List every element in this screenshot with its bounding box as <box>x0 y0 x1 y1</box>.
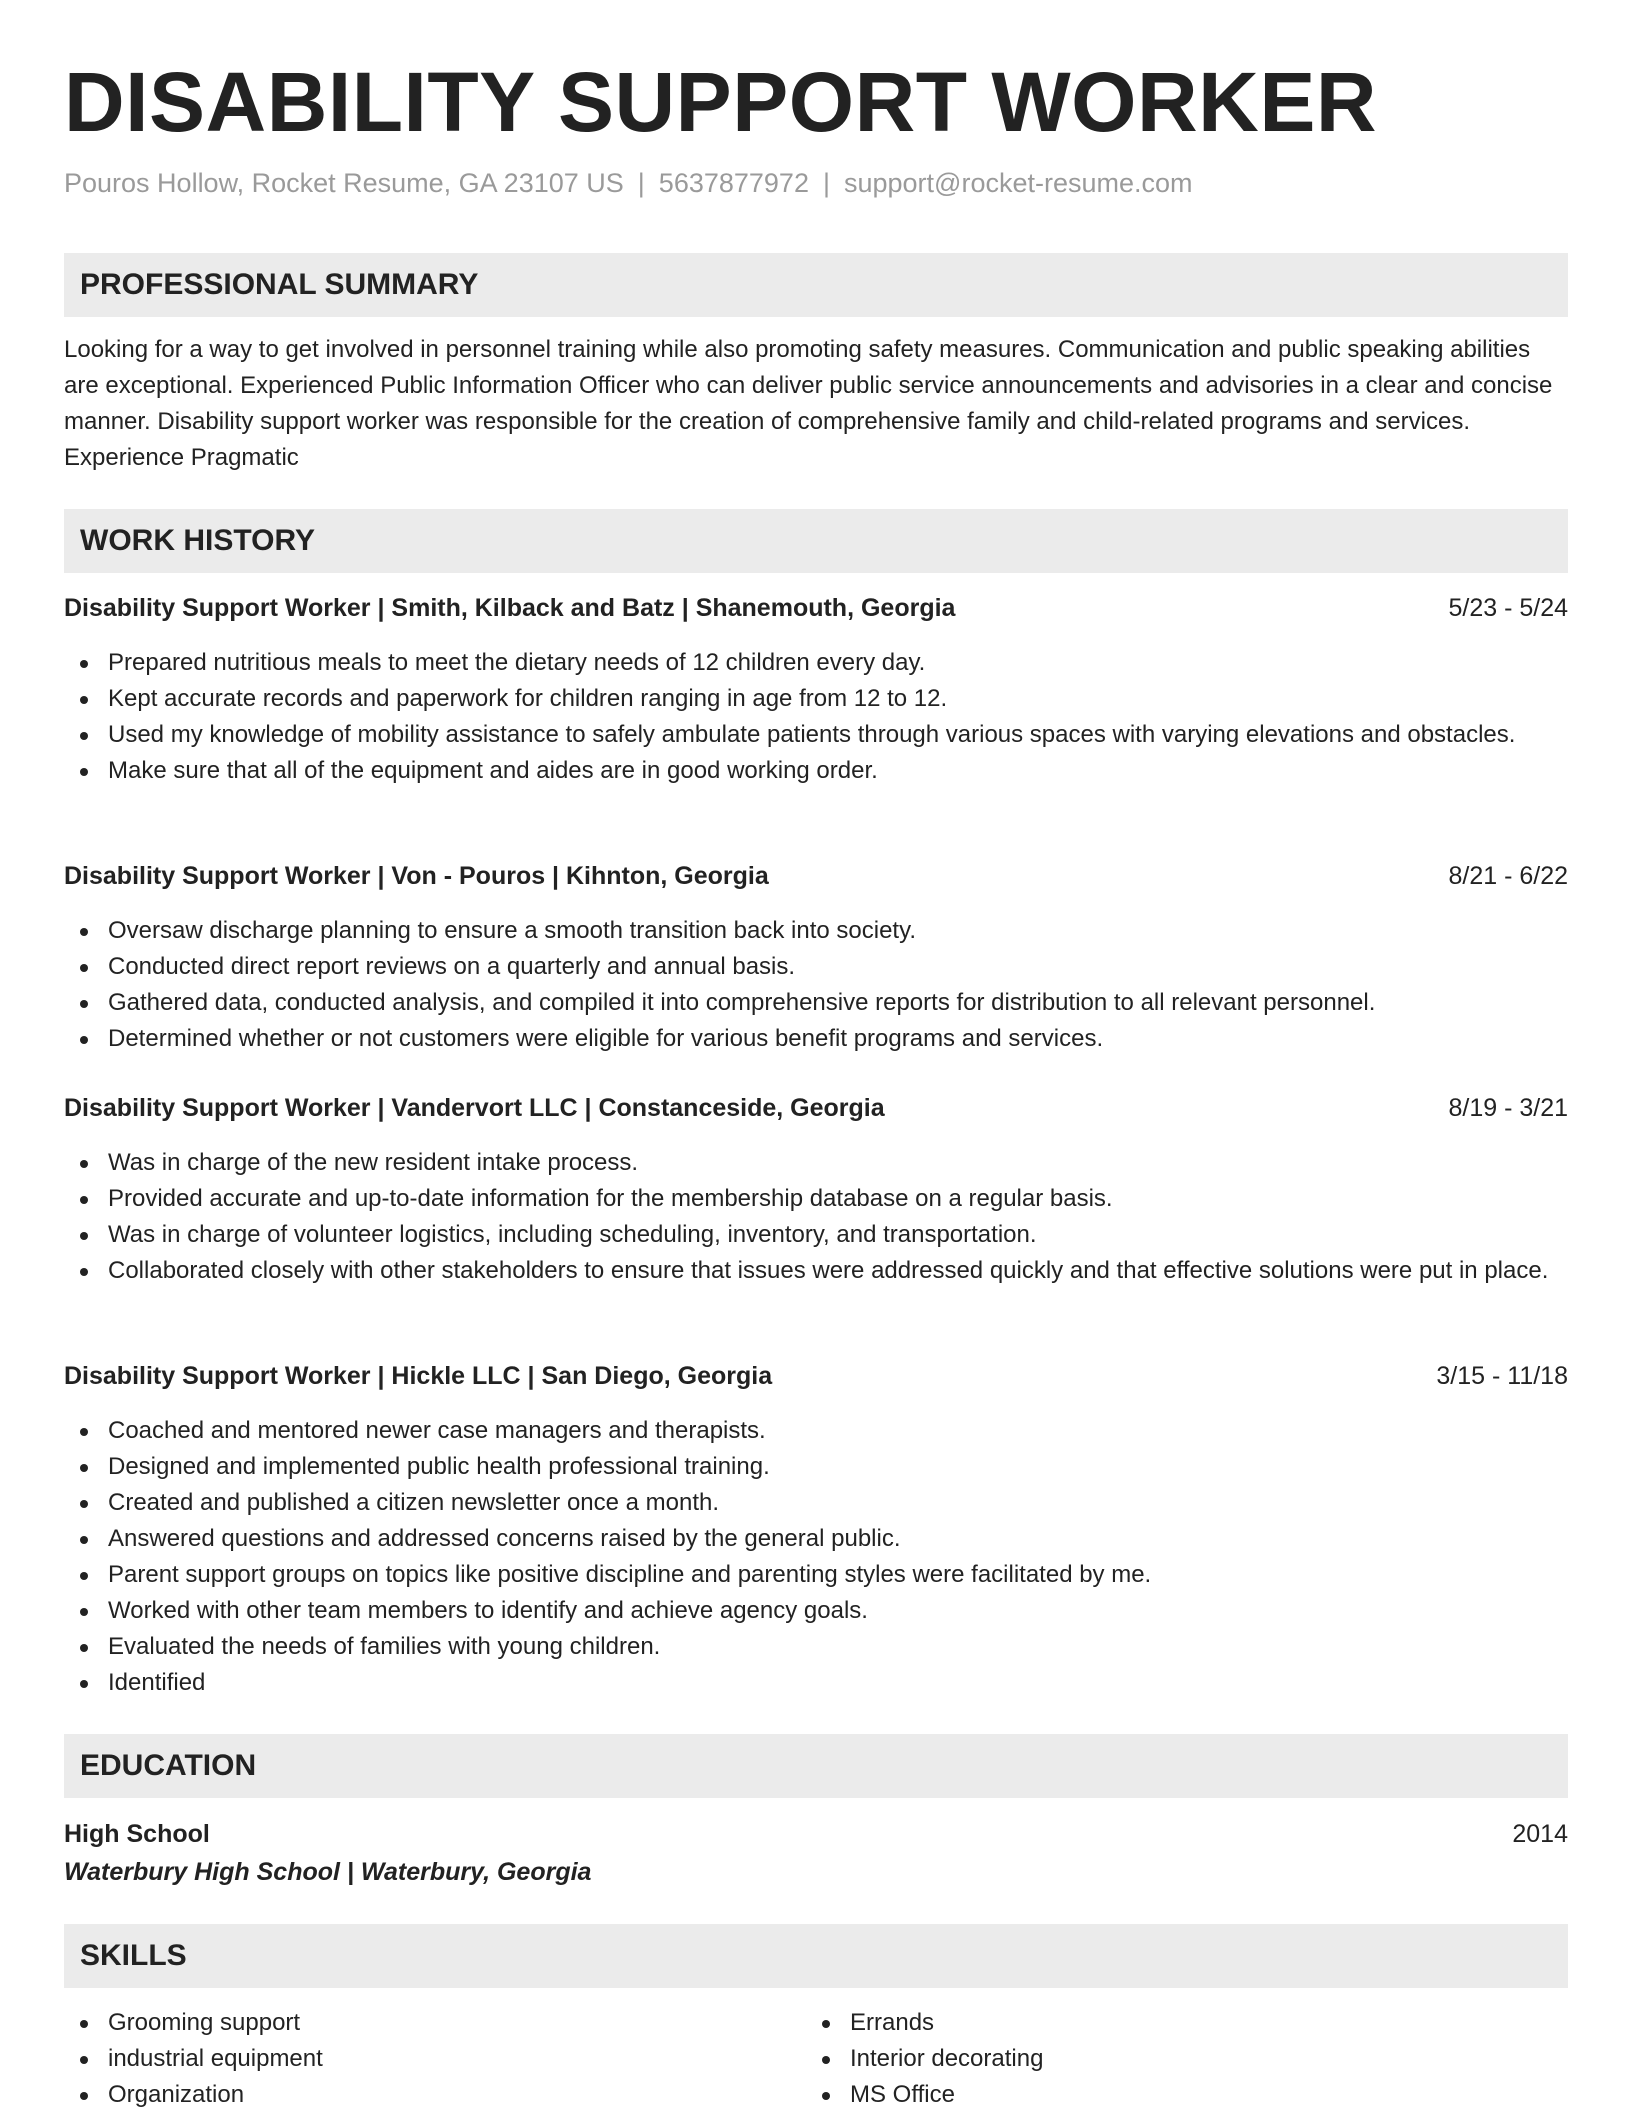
education-header <box>64 1816 1568 1852</box>
contact-email: support@rocket-resume.com <box>843 168 1193 198</box>
list-item: Conducted direct report reviews on a quarterly and annual basis. <box>64 949 1568 985</box>
list-item: Identified <box>64 1665 1568 1701</box>
contact-address: Pouros Hollow, Rocket Resume, GA 23107 US <box>64 168 624 198</box>
education-school: Waterbury High School | Waterbury, Georgia <box>64 1858 592 1886</box>
list-item: Provided accurate and up-to-date information for the membership database on a regular basis. <box>64 1181 1568 1217</box>
contact-separator: | <box>822 168 830 198</box>
job-title: Disability Support Worker | Smith, Kilback and Batz | Shanemouth, Georgia <box>64 594 956 622</box>
skill-item: Organization <box>64 2077 804 2113</box>
job-dates: 8/21 - 6/22 <box>1448 862 1568 890</box>
job-bullets <box>64 913 1568 1057</box>
job-bullets <box>64 1145 1568 1289</box>
list-item: Was in charge of volunteer logistics, including scheduling, inventory, and transportation. <box>64 1217 1568 1253</box>
skill-item: Interior decorating <box>806 2041 1546 2077</box>
job-header <box>64 858 1568 894</box>
job-dates: 8/19 - 3/21 <box>1448 1094 1568 1122</box>
job-bullets <box>64 645 1568 789</box>
list-item: Prepared nutritious meals to meet the dietary needs of 12 children every day. <box>64 645 1568 681</box>
list-item: Worked with other team members to identify and achieve agency goals. <box>64 1593 1568 1629</box>
job-dates: 3/15 - 11/18 <box>1436 1362 1568 1390</box>
job-bullets <box>64 1413 1568 1701</box>
section-heading-summary: PROFESSIONAL SUMMARY <box>64 253 1568 317</box>
skills-list-left <box>64 2005 804 2113</box>
job-header <box>64 1358 1568 1394</box>
education-year: 2014 <box>1512 1820 1568 1848</box>
summary-text: Looking for a way to get involved in personnel training while also promoting safety measures. Communication and public speaking abilities are exceptional. Experienced Public Information Officer who can deliver public service announcements and advisories in a clear and concise manner. Disability support worker was responsible for the creation of comprehensive family and child-related programs and services. Experience Pragmatic <box>64 336 1553 471</box>
job-title: Disability Support Worker | Von - Pouros | Kihnton, Georgia <box>64 862 769 890</box>
education-degree: High School <box>64 1820 210 1848</box>
list-item: Created and published a citizen newsletter once a month. <box>64 1485 1568 1521</box>
education-school-row <box>64 1854 1568 1890</box>
list-item: Determined whether or not customers were eligible for various benefit programs and services. <box>64 1021 1568 1057</box>
list-item: Was in charge of the new resident intake process. <box>64 1145 1568 1181</box>
skill-item: MS Office <box>806 2077 1546 2113</box>
job-header <box>64 1090 1568 1126</box>
contact-phone: 5637877972 <box>658 168 809 198</box>
skill-item: industrial equipment <box>64 2041 804 2077</box>
list-item: Evaluated the needs of families with young children. <box>64 1629 1568 1665</box>
skills-list-right <box>806 2005 1546 2113</box>
list-item: Make sure that all of the equipment and aides are in good working order. <box>64 753 1568 789</box>
resume-name: DISABILITY SUPPORT WORKER <box>64 55 1378 149</box>
list-item: Designed and implemented public health professional training. <box>64 1449 1568 1485</box>
skill-item: Grooming support <box>64 2005 804 2041</box>
job-header <box>64 590 1568 626</box>
job-title: Disability Support Worker | Vandervort LLC | Constanceside, Georgia <box>64 1094 885 1122</box>
section-heading-work-history: WORK HISTORY <box>64 509 1568 573</box>
list-item: Collaborated closely with other stakeholders to ensure that issues were addressed quickly and that effective solutions were put in place. <box>64 1253 1568 1289</box>
list-item: Coached and mentored newer case managers and therapists. <box>64 1413 1568 1449</box>
list-item: Kept accurate records and paperwork for children ranging in age from 12 to 12. <box>64 681 1568 717</box>
contact-separator: | <box>637 168 645 198</box>
list-item: Oversaw discharge planning to ensure a smooth transition back into society. <box>64 913 1568 949</box>
list-item: Answered questions and addressed concerns raised by the general public. <box>64 1521 1568 1557</box>
section-heading-education: EDUCATION <box>64 1734 1568 1798</box>
job-dates: 5/23 - 5/24 <box>1448 594 1568 622</box>
section-heading-skills: SKILLS <box>64 1924 1568 1988</box>
list-item: Used my knowledge of mobility assistance to safely ambulate patients through various spaces with varying elevations and obstacles. <box>64 717 1568 753</box>
skill-item: Errands <box>806 2005 1546 2041</box>
list-item: Parent support groups on topics like positive discipline and parenting styles were facilitated by me. <box>64 1557 1568 1593</box>
contact-line <box>64 165 1193 201</box>
list-item: Gathered data, conducted analysis, and compiled it into comprehensive reports for distribution to all relevant personnel. <box>64 985 1568 1021</box>
job-title: Disability Support Worker | Hickle LLC | San Diego, Georgia <box>64 1362 773 1390</box>
